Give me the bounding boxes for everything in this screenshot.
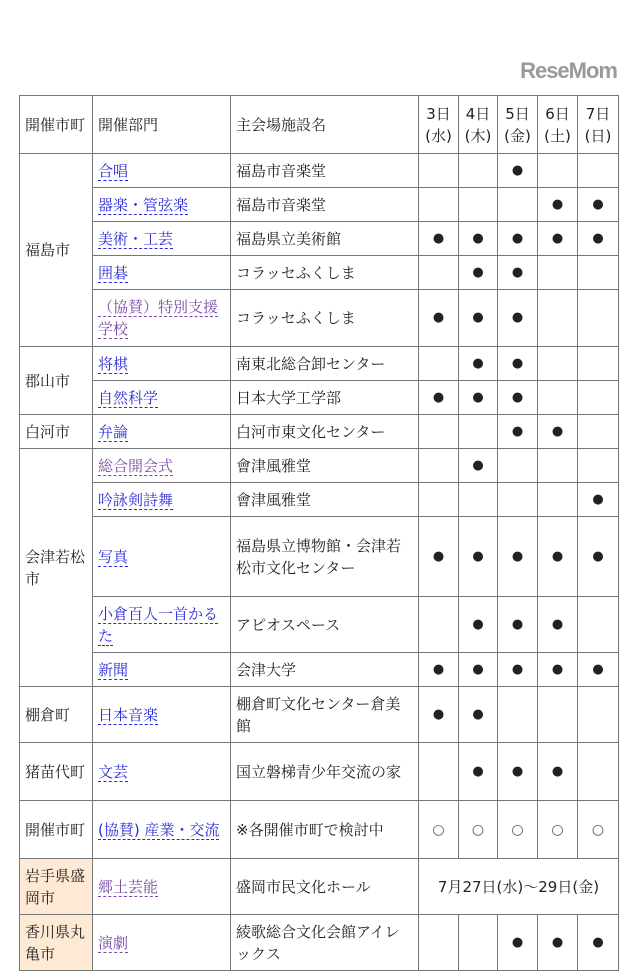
table-row [20,859,619,915]
empty-day-cell [419,449,459,483]
header-city: 開催市町 [20,96,93,154]
dept-cell [93,154,231,188]
dept-link[interactable]: (協賛) 産業・交流 [98,820,220,839]
dept-link[interactable]: 弁論 [98,422,129,441]
tentative-mark: ○ [578,801,619,859]
empty-day-cell [538,449,578,483]
dept-cell [93,801,231,859]
dept-link[interactable]: 演劇 [98,933,129,952]
header-day: 7日(日) [578,96,619,154]
venue-cell: 白河市東文化センター [231,415,419,449]
scheduled-mark: ● [459,653,498,687]
dept-cell [93,517,231,597]
venue-cell: 會津風雅堂 [231,483,419,517]
city-cell: 猪苗代町 [20,743,93,801]
scheduled-mark: ● [538,222,578,256]
table-row [20,483,619,517]
empty-day-cell [538,154,578,188]
venue-cell: 南東北総合卸センター [231,347,419,381]
venue-cell: 棚倉町文化センター倉美館 [231,687,419,743]
dept-link[interactable]: 写真 [98,547,129,566]
scheduled-mark: ● [538,415,578,449]
empty-day-cell [538,290,578,347]
scheduled-mark: ● [419,290,459,347]
header-day: 3日(水) [419,96,459,154]
dept-link[interactable]: 自然科学 [98,388,159,407]
dept-cell [93,597,231,653]
dept-cell [93,915,231,971]
empty-day-cell [578,290,619,347]
venue-cell: 盛岡市民文化ホール [231,859,419,915]
venue-cell: 会津大学 [231,653,419,687]
header-day: 5日(金) [498,96,538,154]
empty-day-cell [578,256,619,290]
table-row [20,415,619,449]
dept-link[interactable]: 美術・工芸 [98,229,174,248]
scheduled-mark: ● [419,222,459,256]
empty-day-cell [459,483,498,517]
table-row [20,687,619,743]
tentative-mark: ○ [498,801,538,859]
scheduled-mark: ● [419,653,459,687]
city-cell: 棚倉町 [20,687,93,743]
table-row [20,597,619,653]
table-row [20,449,619,483]
empty-day-cell [578,743,619,801]
empty-day-cell [419,597,459,653]
scheduled-mark: ● [459,381,498,415]
dept-link[interactable]: 合唱 [98,161,129,180]
dept-cell [93,687,231,743]
table-row [20,653,619,687]
scheduled-mark: ● [459,449,498,483]
scheduled-mark: ● [538,188,578,222]
header-dept: 開催部門 [93,96,231,154]
scheduled-mark: ● [498,154,538,188]
scheduled-mark: ● [578,222,619,256]
festival-schedule-table [19,95,619,971]
scheduled-mark: ● [459,517,498,597]
city-cell: 会津若松市 [20,449,93,687]
scheduled-mark: ● [498,517,538,597]
scheduled-mark: ● [538,517,578,597]
dept-cell [93,859,231,915]
empty-day-cell [498,188,538,222]
empty-day-cell [538,687,578,743]
dept-cell [93,188,231,222]
table-row [20,256,619,290]
table-row [20,290,619,347]
scheduled-mark: ● [459,687,498,743]
header-day: 6日(土) [538,96,578,154]
empty-day-cell [538,381,578,415]
empty-day-cell [459,188,498,222]
scheduled-mark: ● [578,653,619,687]
dept-link[interactable]: 総合開会式 [98,456,174,475]
city-cell: 香川県丸亀市 [20,915,93,971]
city-cell: 岩手県盛岡市 [20,859,93,915]
scheduled-mark: ● [498,222,538,256]
scheduled-mark: ● [459,347,498,381]
header-venue: 主会場施設名 [231,96,419,154]
table-row [20,801,619,859]
scheduled-mark: ● [459,597,498,653]
scheduled-mark: ● [459,290,498,347]
scheduled-mark: ● [578,483,619,517]
empty-day-cell [538,347,578,381]
table-row [20,347,619,381]
empty-day-cell [578,597,619,653]
scheduled-mark: ● [498,256,538,290]
empty-day-cell [419,154,459,188]
empty-day-cell [459,154,498,188]
venue-cell: コラッセふくしま [231,256,419,290]
scheduled-mark: ● [498,743,538,801]
dept-link[interactable]: 将棋 [98,354,129,373]
empty-day-cell [578,415,619,449]
venue-cell: 日本大学工学部 [231,381,419,415]
empty-day-cell [419,256,459,290]
tentative-mark: ○ [419,801,459,859]
dept-link[interactable]: （協賛）特別支援学校 [98,298,219,338]
scheduled-mark: ● [498,381,538,415]
venue-cell: アピオスペース [231,597,419,653]
empty-day-cell [578,154,619,188]
venue-cell: 綾歌総合文化会館アイレックス [231,915,419,971]
empty-day-cell [498,449,538,483]
dept-link[interactable]: 囲碁 [98,263,129,282]
empty-day-cell [419,915,459,971]
venue-cell: 福島市音楽堂 [231,154,419,188]
empty-day-cell [459,915,498,971]
dept-link[interactable]: 郷土芸能 [98,877,159,896]
city-cell: 福島市 [20,154,93,347]
scheduled-mark: ● [578,188,619,222]
venue-cell: 會津風雅堂 [231,449,419,483]
scheduled-mark: ● [459,222,498,256]
dept-cell [93,347,231,381]
scheduled-mark: ● [578,517,619,597]
date-range-cell: 7月27日(水)～29日(金) [419,859,619,915]
empty-day-cell [498,483,538,517]
scheduled-mark: ● [498,915,538,971]
table-row [20,743,619,801]
table-row [20,188,619,222]
header-row [20,96,619,154]
dept-cell [93,381,231,415]
scheduled-mark: ● [538,653,578,687]
dept-link[interactable]: 新聞 [98,660,129,679]
dept-link[interactable]: 日本音楽 [98,705,159,724]
scheduled-mark: ● [498,653,538,687]
scheduled-mark: ● [419,517,459,597]
dept-cell [93,256,231,290]
dept-cell [93,743,231,801]
empty-day-cell [578,347,619,381]
dept-link[interactable]: 器楽・管弦楽 [98,195,189,214]
empty-day-cell [419,743,459,801]
empty-day-cell [578,449,619,483]
scheduled-mark: ● [419,687,459,743]
venue-cell: ※各開催市町で検討中 [231,801,419,859]
scheduled-mark: ● [498,290,538,347]
dept-link[interactable]: 小倉百人一首かるた [98,604,219,645]
scheduled-mark: ● [498,597,538,653]
dept-cell [93,290,231,347]
empty-day-cell [538,256,578,290]
dept-cell [93,653,231,687]
scheduled-mark: ● [578,915,619,971]
table-row [20,154,619,188]
empty-day-cell [459,415,498,449]
scheduled-mark: ● [498,347,538,381]
venue-cell: 福島県立博物館・会津若松市文化センター [231,517,419,597]
dept-cell [93,483,231,517]
scheduled-mark: ● [498,415,538,449]
city-cell: 開催市町 [20,801,93,859]
empty-day-cell [578,381,619,415]
scheduled-mark: ● [419,381,459,415]
table-row [20,222,619,256]
empty-day-cell [419,188,459,222]
dept-cell [93,222,231,256]
scheduled-mark: ● [459,256,498,290]
dept-link[interactable]: 吟詠剣詩舞 [98,490,174,509]
empty-day-cell [419,415,459,449]
dept-link[interactable]: 文芸 [98,762,129,781]
table-row [20,517,619,597]
empty-day-cell [498,687,538,743]
scheduled-mark: ● [459,743,498,801]
dept-cell [93,449,231,483]
scheduled-mark: ● [538,743,578,801]
empty-day-cell [419,483,459,517]
empty-day-cell [578,687,619,743]
table-row [20,381,619,415]
resemom-watermark-logo: ReseMom [520,58,617,83]
venue-cell: コラッセふくしま [231,290,419,347]
venue-cell: 福島県立美術館 [231,222,419,256]
table-row [20,915,619,971]
scheduled-mark: ● [538,597,578,653]
header-day: 4日(木) [459,96,498,154]
city-cell: 白河市 [20,415,93,449]
venue-cell: 国立磐梯青少年交流の家 [231,743,419,801]
tentative-mark: ○ [459,801,498,859]
venue-cell: 福島市音楽堂 [231,188,419,222]
dept-cell [93,415,231,449]
tentative-mark: ○ [538,801,578,859]
empty-day-cell [538,483,578,517]
scheduled-mark: ● [538,915,578,971]
empty-day-cell [419,347,459,381]
city-cell: 郡山市 [20,347,93,415]
